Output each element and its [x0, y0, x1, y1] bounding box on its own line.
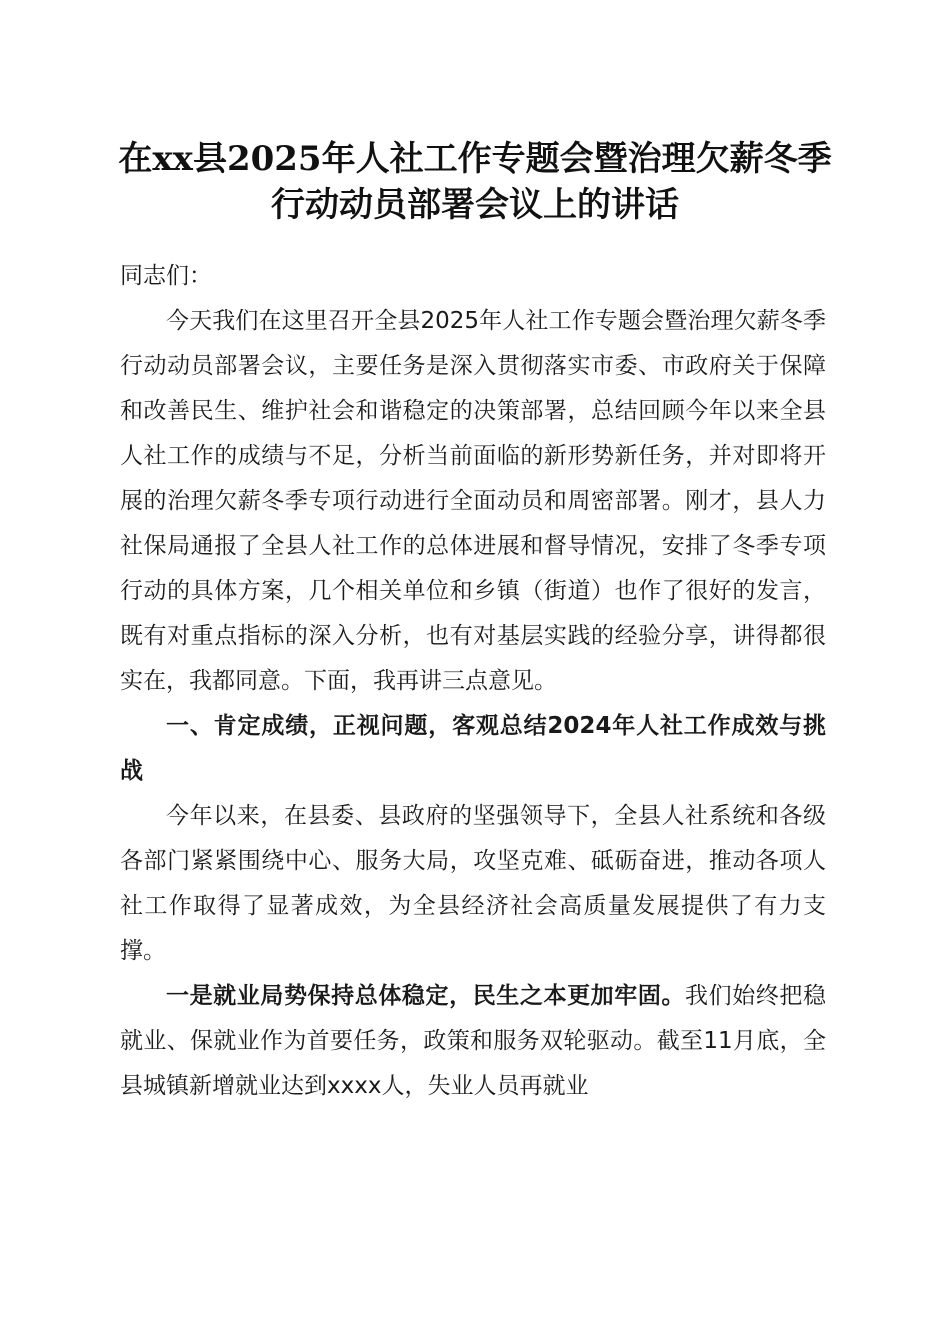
salutation: 同志们： — [120, 263, 212, 289]
opening-paragraph: 今天我们在这里召开全县2025年人社工作专题会暨治理欠薪冬季行动动员部署会议，主要任务是深入贯彻落实市委、市政府关于保障和改善民生、维护社会和谐稳定的决策部署，总结回顾今年以来全县人社工作的成绩与不足，分析当前面临的新形势新任务，并对即将开展的治理欠薪冬季专项行动进行全面动员和周密部署。刚才，县人力社保局通报了全县人社工作的总体进展和督导情况，安排了冬季专项行动的具体方案，几个相关单位和乡镇（街道）也作了很好的发言，既有对重点指标的深入分析，也有对基层实践的经验分享，讲得都很实在，我都同意。下面，我再讲三点意见。 — [120, 308, 826, 694]
document-title: 在xx县2025年人社工作专题会暨治理欠薪冬季行动动员部署会议上的讲话 — [118, 139, 832, 225]
point-1-lead: 一是就业局势保持总体稳定，民生之本更加牢固。 — [166, 983, 686, 1009]
document-body — [120, 254, 826, 1109]
section-heading-1: 一、肯定成绩，正视问题，客观总结2024年人社工作成效与挑战 — [120, 713, 826, 784]
section-intro-paragraph: 今年以来，在县委、县政府的坚强领导下，全县人社系统和各级各部门紧紧围绕中心、服务大局，攻坚克难、砥砺奋进，推动各项人社工作取得了显著成效，为全县经济社会高质量发展提供了有力支撑。 — [120, 803, 826, 964]
point-1-text: 我们始终把稳就业、保就业作为首要任务，政策和服务双轮驱动。截至11月底，全县城镇新增就业达到xxxx人，失业人员再就业 — [120, 983, 827, 1099]
point-1-paragraph — [120, 974, 826, 1109]
